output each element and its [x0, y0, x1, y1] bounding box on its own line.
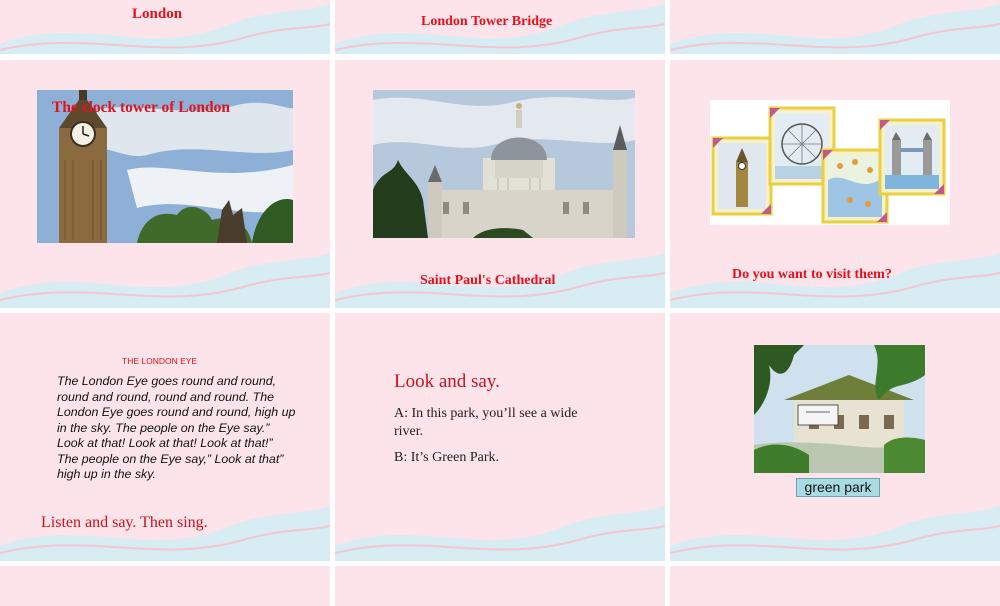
wave-decoration — [0, 238, 330, 308]
slide-title: London — [132, 6, 183, 22]
park-sign-label: green park — [796, 478, 880, 497]
poem-text: The London Eye goes round and round, round and round, round and round. The London Eye goes round and round, high up in the sky. The people on the Eye say.” Look at that! Look at that! Look at that!” The people on the Eye say,” Look at that” high up in the sky. — [57, 374, 296, 481]
dialogue-line-b: B: It’s Green Park. — [394, 450, 499, 465]
slide-london-eye[interactable] — [0, 313, 330, 561]
slide-cathedral[interactable] — [335, 60, 665, 308]
slide-title: Do you want to visit them? — [732, 267, 892, 282]
wave-decoration — [670, 491, 1000, 561]
slide-partial[interactable] — [0, 566, 330, 606]
cathedral-photo — [373, 90, 635, 238]
slide-partial[interactable] — [335, 566, 665, 606]
slide-green-park[interactable] — [670, 313, 1000, 561]
slide-tower-bridge[interactable] — [335, 0, 665, 54]
slide-visit[interactable] — [670, 60, 1000, 308]
slide-look-and-say[interactable] — [335, 313, 665, 561]
landmarks-collage — [710, 100, 950, 225]
slide-partial[interactable] — [670, 566, 1000, 606]
slide-title: Saint Paul's Cathedral — [420, 273, 556, 288]
poem-heading: THE LONDON EYE — [122, 356, 198, 366]
slide-london[interactable] — [0, 0, 330, 54]
dialogue-line-a: A: In this park, you’ll see a wide river. — [394, 406, 578, 439]
look-say-heading: Look and say. — [394, 371, 500, 392]
slide-blank-top[interactable] — [670, 0, 1000, 54]
park-photo — [754, 345, 925, 473]
slide-title: The clock tower of London — [52, 99, 230, 116]
instruction-text: Listen and say. Then sing. — [41, 514, 208, 531]
wave-decoration — [670, 0, 1000, 54]
slide-clock-tower[interactable] — [0, 60, 330, 308]
wave-decoration — [335, 491, 665, 561]
slide-title: London Tower Bridge — [421, 14, 553, 29]
